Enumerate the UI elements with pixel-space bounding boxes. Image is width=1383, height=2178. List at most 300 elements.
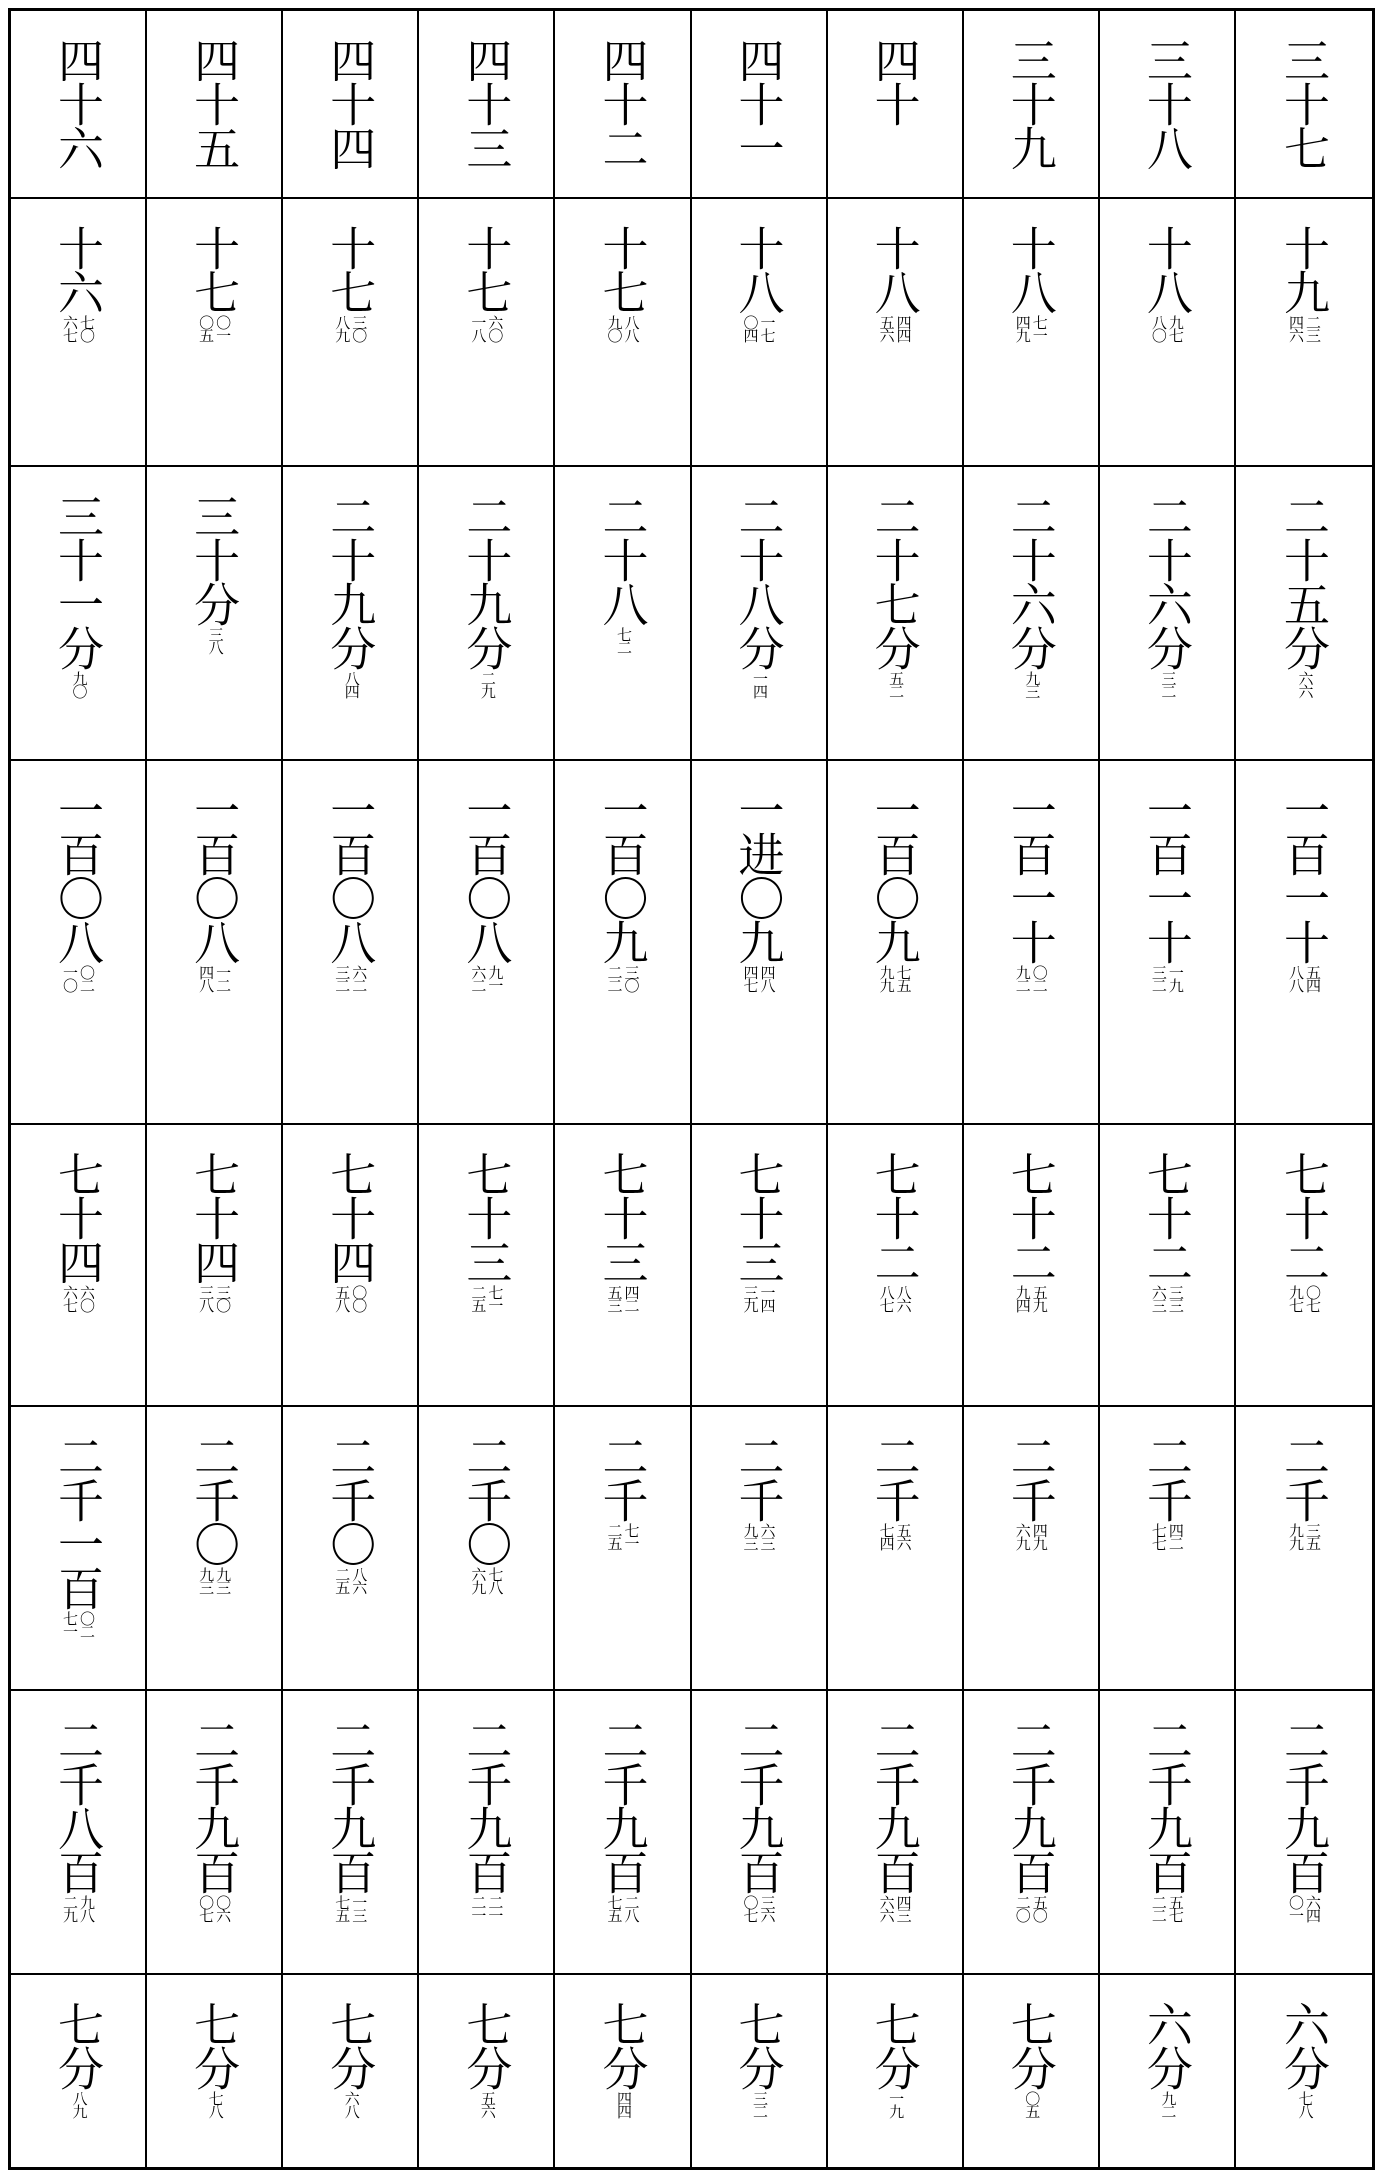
- table-cell: [147, 1125, 283, 1407]
- cell-text: [731, 225, 786, 341]
- cell-main-numeral: 七分: [323, 2001, 378, 2089]
- cell-fraction-column: 二〇: [1013, 1895, 1032, 1921]
- cell-text: [51, 2001, 106, 2117]
- cell-fraction-column: 一九: [887, 2091, 906, 2117]
- cell-fraction-column: 〇七: [741, 1895, 760, 1921]
- cell-text: [323, 225, 378, 341]
- cell-main-numeral: 一百〇九: [867, 787, 922, 963]
- cell-fraction-column: 四七: [741, 965, 760, 991]
- cell-fraction-digits: [1288, 1285, 1320, 1311]
- table-cell: [419, 467, 555, 761]
- cell-fraction-digits: [342, 671, 359, 697]
- cell-fraction-digits: [879, 315, 911, 341]
- table-cell: [1236, 761, 1372, 1125]
- cell-main-numeral: 二千九百: [731, 1717, 786, 1893]
- cell-text: [867, 787, 922, 991]
- cell-text: [1003, 2001, 1058, 2117]
- table-cell: [555, 1691, 691, 1975]
- cell-fraction-column: 九九: [877, 965, 896, 991]
- table-cell: [964, 1125, 1100, 1407]
- cell-fraction-column: 六〇: [486, 315, 505, 341]
- cell-fraction-column: 三二: [333, 965, 352, 991]
- cell-fraction-digits: [469, 315, 505, 341]
- cell-main-numeral: 七十三: [731, 1151, 786, 1283]
- cell-fraction-column: 八九: [70, 2091, 89, 2117]
- cell-fraction-digits: [879, 1285, 911, 1311]
- cell-text: [51, 493, 106, 697]
- cell-fraction-column: 六四: [1303, 1895, 1322, 1921]
- cell-fraction-column: 二一: [469, 1895, 488, 1921]
- cell-main-numeral: 二千: [867, 1433, 922, 1521]
- table-cell: [692, 1975, 828, 2167]
- table-cell: [1100, 1125, 1236, 1407]
- cell-main-numeral: 一百〇八: [187, 787, 242, 963]
- cell-main-numeral: 二千九百: [1276, 1717, 1331, 1893]
- cell-fraction-column: 二三: [1303, 315, 1322, 341]
- cell-fraction-digits: [605, 315, 641, 341]
- cell-fraction-column: 一二: [214, 965, 233, 991]
- table-cell: [692, 1407, 828, 1691]
- cell-fraction-digits: [478, 671, 495, 697]
- cell-fraction-column: 六七: [61, 315, 80, 341]
- cell-fraction-digits: [1015, 1895, 1047, 1921]
- cell-fraction-column: 三〇: [622, 965, 641, 991]
- cell-main-numeral: 四十六: [51, 37, 106, 169]
- cell-fraction-column: 九九: [1286, 1523, 1305, 1549]
- cell-text: [187, 787, 242, 991]
- table-cell: [828, 1691, 964, 1975]
- cell-fraction-column: 八九: [333, 315, 352, 341]
- cell-main-numeral: 十八: [867, 225, 922, 313]
- cell-fraction-column: 三〇: [350, 315, 369, 341]
- table-cell: [419, 761, 555, 1125]
- cell-fraction-column: 三二: [1149, 965, 1168, 991]
- cell-fraction-digits: [333, 965, 369, 991]
- table-cell: [147, 199, 283, 467]
- cell-text: [1139, 37, 1194, 171]
- cell-text: [1276, 787, 1331, 991]
- cell-fraction-column: 九二: [1159, 2091, 1178, 2117]
- cell-fraction-column: 七七: [1149, 1523, 1168, 1549]
- cell-main-numeral: 二十九分: [323, 493, 378, 669]
- cell-main-numeral: 二十八: [595, 493, 650, 625]
- cell-fraction-digits: [605, 1285, 641, 1311]
- cell-main-numeral: 六分: [1276, 2001, 1331, 2089]
- cell-fraction-column: 七五: [894, 965, 913, 991]
- cell-text: [459, 37, 514, 171]
- table-cell: [555, 1975, 691, 2167]
- table-cell: [555, 11, 691, 199]
- cell-fraction-column: 〇五: [197, 315, 216, 341]
- cell-fraction-column: 三五: [1303, 1523, 1322, 1549]
- cell-fraction-digits: [333, 1567, 369, 1593]
- table-cell: [283, 11, 419, 199]
- table-cell: [1100, 11, 1236, 199]
- cell-fraction-column: 六三: [1149, 1285, 1168, 1311]
- cell-fraction-digits: [743, 1285, 775, 1311]
- cell-text: [187, 1433, 242, 1593]
- table-cell: [11, 1975, 147, 2167]
- cell-fraction-digits: [333, 315, 369, 341]
- cell-main-numeral: 七分: [731, 2001, 786, 2089]
- table-cell: [555, 1125, 691, 1407]
- cell-fraction-digits: [1151, 965, 1183, 991]
- cell-fraction-column: 四八: [758, 965, 777, 991]
- cell-fraction-column: 三六: [758, 1895, 777, 1921]
- cell-fraction-digits: [197, 1285, 233, 1311]
- cell-text: [1139, 493, 1194, 697]
- table-cell: [964, 199, 1100, 467]
- cell-main-numeral: 一百一十: [1139, 787, 1194, 963]
- cell-fraction-column: 五六: [894, 1523, 913, 1549]
- cell-text: [187, 1717, 242, 1921]
- cell-fraction-column: 六八: [342, 2091, 361, 2117]
- cell-fraction-digits: [478, 2091, 495, 2117]
- cell-main-numeral: 二千八百: [51, 1717, 106, 1893]
- cell-fraction-digits: [879, 1895, 911, 1921]
- cell-main-numeral: 二十六分: [1003, 493, 1058, 669]
- cell-fraction-digits: [614, 2091, 631, 2117]
- cell-fraction-column: 二五: [333, 1567, 352, 1593]
- cell-text: [1276, 1433, 1331, 1549]
- cell-main-numeral: 四十四: [323, 37, 378, 169]
- table-cell: [1236, 1975, 1372, 2167]
- cell-main-numeral: 一进〇九: [731, 787, 786, 963]
- table-cell: [964, 11, 1100, 199]
- cell-text: [731, 1433, 786, 1549]
- cell-main-numeral: 二千: [1276, 1433, 1331, 1521]
- cell-fraction-column: 六三: [758, 1523, 777, 1549]
- cell-fraction-column: 二八: [622, 1895, 641, 1921]
- cell-text: [51, 1717, 106, 1921]
- cell-fraction-digits: [70, 671, 87, 697]
- cell-fraction-column: 五四: [1303, 965, 1322, 991]
- cell-fraction-digits: [1151, 1285, 1183, 1311]
- cell-main-numeral: 十七: [459, 225, 514, 313]
- cell-text: [459, 493, 514, 697]
- cell-main-numeral: 二十九分: [459, 493, 514, 669]
- cell-fraction-column: 二二: [1149, 1895, 1168, 1921]
- cell-fraction-column: 〇二: [78, 965, 97, 991]
- cell-fraction-column: 九三: [197, 1567, 216, 1593]
- cell-text: [51, 1151, 106, 1311]
- cell-text: [595, 493, 650, 653]
- cell-main-numeral: 七十二: [1276, 1151, 1331, 1283]
- cell-fraction-column: 四九: [1030, 1523, 1049, 1549]
- cell-fraction-column: 九〇: [605, 315, 624, 341]
- cell-fraction-column: 二五: [605, 1523, 624, 1549]
- cell-fraction-column: 三二: [751, 2091, 770, 2117]
- cell-fraction-column: 七一: [1030, 315, 1049, 341]
- cell-text: [1139, 2001, 1194, 2117]
- cell-main-numeral: 三十一分: [51, 493, 106, 669]
- cell-fraction-column: 四四: [894, 315, 913, 341]
- table-cell: [1236, 11, 1372, 199]
- cell-text: [595, 37, 650, 171]
- cell-fraction-column: 八七: [877, 1285, 896, 1311]
- cell-fraction-digits: [1158, 2091, 1178, 2117]
- cell-fraction-digits: [469, 1895, 505, 1921]
- cell-fraction-column: 一七: [758, 315, 777, 341]
- cell-fraction-digits: [206, 2091, 223, 2117]
- cell-text: [323, 1717, 378, 1921]
- table-cell: [692, 1125, 828, 1407]
- cell-main-numeral: 三十分: [187, 493, 242, 625]
- cell-fraction-column: 三〇: [214, 1285, 233, 1311]
- cell-fraction-column: 一三: [350, 1895, 369, 1921]
- cell-text: [323, 1151, 378, 1311]
- table-cell: [555, 199, 691, 467]
- cell-fraction-column: 九七: [1286, 1285, 1305, 1311]
- cell-fraction-column: 七五: [605, 1895, 624, 1921]
- table-cell: [11, 1691, 147, 1975]
- cell-fraction-digits: [605, 965, 641, 991]
- cell-text: [323, 493, 378, 697]
- table-cell: [964, 467, 1100, 761]
- cell-text: [595, 225, 650, 341]
- cell-main-numeral: 十九: [1276, 225, 1331, 313]
- table-cell: [1236, 467, 1372, 761]
- cell-fraction-column: 七〇: [78, 315, 97, 341]
- cell-fraction-digits: [61, 1611, 97, 1637]
- cell-fraction-digits: [750, 2091, 770, 2117]
- cell-text: [1276, 37, 1331, 171]
- cell-text: [459, 1151, 514, 1311]
- cell-text: [1276, 225, 1331, 341]
- cell-fraction-column: 〇四: [741, 315, 760, 341]
- cell-fraction-column: 三八: [197, 1285, 216, 1311]
- cell-main-numeral: 二十八分: [731, 493, 786, 669]
- cell-fraction-column: 六九: [1013, 1523, 1032, 1549]
- cell-text: [731, 2001, 786, 2117]
- cell-fraction-column: 五〇: [1030, 1895, 1049, 1921]
- cell-text: [595, 1151, 650, 1311]
- cell-main-numeral: 四十一: [731, 37, 786, 169]
- numeric-table: [8, 8, 1375, 2170]
- cell-fraction-column: 〇一: [214, 315, 233, 341]
- cell-fraction-column: 〇二: [1030, 965, 1049, 991]
- table-cell: [828, 1125, 964, 1407]
- cell-text: [1003, 1151, 1058, 1311]
- cell-fraction-column: 二一: [486, 1895, 505, 1921]
- cell-main-numeral: 二千: [595, 1433, 650, 1521]
- cell-fraction-column: 七一: [61, 1611, 80, 1637]
- table-cell: [147, 11, 283, 199]
- cell-fraction-digits: [1015, 965, 1047, 991]
- table-cell: [828, 761, 964, 1125]
- cell-fraction-digits: [605, 1895, 641, 1921]
- cell-text: [187, 1151, 242, 1311]
- cell-fraction-column: 一四: [758, 1285, 777, 1311]
- cell-fraction-digits: [1295, 671, 1315, 697]
- cell-main-numeral: 四十三: [459, 37, 514, 169]
- cell-fraction-column: 二九: [61, 1895, 80, 1921]
- cell-fraction-column: 四八: [197, 965, 216, 991]
- cell-fraction-column: 六七: [61, 1285, 80, 1311]
- cell-fraction-column: 九二: [1013, 965, 1032, 991]
- cell-fraction-column: 〇七: [197, 1895, 216, 1921]
- cell-fraction-column: 六二: [469, 965, 488, 991]
- cell-text: [51, 37, 106, 171]
- cell-fraction-digits: [197, 315, 233, 341]
- cell-fraction-column: 四九: [1013, 315, 1032, 341]
- cell-fraction-digits: [605, 1523, 641, 1549]
- cell-fraction-digits: [333, 1895, 369, 1921]
- cell-fraction-digits: [1151, 1895, 1183, 1921]
- cell-fraction-digits: [61, 1285, 97, 1311]
- table-cell: [419, 1691, 555, 1975]
- cell-text: [731, 37, 786, 171]
- cell-fraction-column: 五八: [333, 1285, 352, 1311]
- cell-fraction-column: 〇二: [78, 1611, 97, 1637]
- cell-fraction-column: 九〇: [70, 671, 89, 697]
- cell-fraction-column: 八八: [622, 315, 641, 341]
- cell-text: [1003, 1717, 1058, 1921]
- cell-main-numeral: 十七: [595, 225, 650, 313]
- cell-fraction-digits: [1288, 965, 1320, 991]
- cell-fraction-column: 七八: [206, 2091, 225, 2117]
- cell-fraction-column: 〇七: [1303, 1285, 1322, 1311]
- table-cell: [1236, 1691, 1372, 1975]
- table-cell: [147, 1975, 283, 2167]
- cell-fraction-digits: [743, 965, 775, 991]
- table-cell: [828, 1407, 964, 1691]
- cell-fraction-column: 七四: [877, 1523, 896, 1549]
- cell-main-numeral: 七分: [595, 2001, 650, 2089]
- cell-fraction-column: 六九: [469, 1567, 488, 1593]
- table-cell: [1100, 199, 1236, 467]
- cell-fraction-digits: [1295, 2091, 1315, 2117]
- cell-text: [323, 787, 378, 991]
- cell-main-numeral: 二千〇: [323, 1433, 378, 1565]
- cell-fraction-digits: [197, 1895, 233, 1921]
- table-cell: [555, 761, 691, 1125]
- table-cell: [692, 11, 828, 199]
- cell-fraction-column: 七二: [614, 627, 633, 653]
- cell-text: [51, 787, 106, 991]
- cell-fraction-digits: [886, 2091, 906, 2117]
- cell-fraction-column: 五三: [605, 1285, 624, 1311]
- table-cell: [147, 761, 283, 1125]
- cell-fraction-column: 八〇: [1149, 315, 1168, 341]
- cell-main-numeral: 二千九百: [459, 1717, 514, 1893]
- table-cell: [147, 1691, 283, 1975]
- cell-main-numeral: 十八: [731, 225, 786, 313]
- cell-fraction-column: 七五: [333, 1895, 352, 1921]
- cell-main-numeral: 四十二: [595, 37, 650, 169]
- table-cell: [828, 11, 964, 199]
- cell-main-numeral: 二千九百: [187, 1717, 242, 1893]
- cell-main-numeral: 七十二: [1139, 1151, 1194, 1283]
- table-cell: [283, 1125, 419, 1407]
- table-cell: [11, 467, 147, 761]
- table-cell: [964, 1975, 1100, 2167]
- cell-text: [1003, 37, 1058, 171]
- cell-fraction-digits: [469, 1285, 505, 1311]
- cell-text: [867, 1717, 922, 1921]
- cell-fraction-column: 五七: [1166, 1895, 1185, 1921]
- table-cell: [964, 1691, 1100, 1975]
- cell-fraction-column: 二九: [478, 671, 497, 697]
- cell-text: [1276, 493, 1331, 697]
- table-cell: [419, 1975, 555, 2167]
- table-cell: [147, 1407, 283, 1691]
- cell-fraction-column: 九三: [741, 1523, 760, 1549]
- cell-fraction-column: 二二: [605, 965, 624, 991]
- cell-main-numeral: 三十七: [1276, 37, 1331, 169]
- table-cell: [283, 1407, 419, 1691]
- cell-text: [867, 37, 922, 127]
- cell-fraction-column: 五六: [478, 2091, 497, 2117]
- cell-text: [867, 1433, 922, 1549]
- cell-text: [459, 2001, 514, 2117]
- cell-text: [1139, 787, 1194, 991]
- cell-main-numeral: 二千一百: [51, 1433, 106, 1609]
- cell-text: [1139, 1151, 1194, 1311]
- cell-fraction-column: 九三: [1023, 671, 1042, 697]
- cell-text: [1139, 225, 1194, 341]
- cell-fraction-column: 八六: [350, 1567, 369, 1593]
- cell-text: [1276, 1717, 1331, 1921]
- table-cell: [283, 1975, 419, 2167]
- cell-fraction-column: 一九: [1166, 965, 1185, 991]
- cell-fraction-column: 四三: [894, 1895, 913, 1921]
- cell-text: [1003, 1433, 1058, 1549]
- table-cell: [419, 11, 555, 199]
- cell-fraction-column: 七一: [486, 1285, 505, 1311]
- cell-fraction-digits: [333, 1285, 369, 1311]
- cell-text: [731, 1717, 786, 1921]
- cell-main-numeral: 七十三: [595, 1151, 650, 1283]
- cell-fraction-digits: [1015, 315, 1047, 341]
- cell-text: [867, 2001, 922, 2117]
- cell-fraction-column: 九四: [1013, 1285, 1032, 1311]
- cell-fraction-column: 七八: [1296, 2091, 1315, 2117]
- table-cell: [828, 1975, 964, 2167]
- table-cell: [11, 1125, 147, 1407]
- cell-text: [51, 1433, 106, 1637]
- cell-text: [867, 1151, 922, 1311]
- cell-fraction-column: 〇〇: [350, 1285, 369, 1311]
- cell-main-numeral: 一百〇九: [595, 787, 650, 963]
- cell-text: [595, 787, 650, 991]
- cell-text: [187, 2001, 242, 2117]
- cell-main-numeral: 一百〇八: [323, 787, 378, 963]
- table-cell: [419, 1125, 555, 1407]
- cell-text: [731, 1151, 786, 1311]
- cell-main-numeral: 二十六分: [1139, 493, 1194, 669]
- cell-main-numeral: 二千: [1139, 1433, 1194, 1521]
- table-cell: [283, 199, 419, 467]
- cell-text: [595, 1433, 650, 1549]
- cell-fraction-digits: [469, 1567, 505, 1593]
- cell-fraction-column: 九一: [486, 965, 505, 991]
- table-cell: [828, 199, 964, 467]
- table-cell: [555, 1407, 691, 1691]
- cell-main-numeral: 七分: [459, 2001, 514, 2089]
- cell-main-numeral: 二千: [1003, 1433, 1058, 1521]
- cell-main-numeral: 三十九: [1003, 37, 1058, 169]
- cell-main-numeral: 七十四: [187, 1151, 242, 1283]
- table-cell: [964, 1407, 1100, 1691]
- table-cell: [11, 199, 147, 467]
- cell-fraction-column: 九三: [214, 1567, 233, 1593]
- cell-text: [731, 493, 786, 697]
- table-cell: [11, 11, 147, 199]
- cell-fraction-column: 三八: [206, 627, 225, 653]
- table-cell: [555, 467, 691, 761]
- cell-text: [867, 225, 922, 341]
